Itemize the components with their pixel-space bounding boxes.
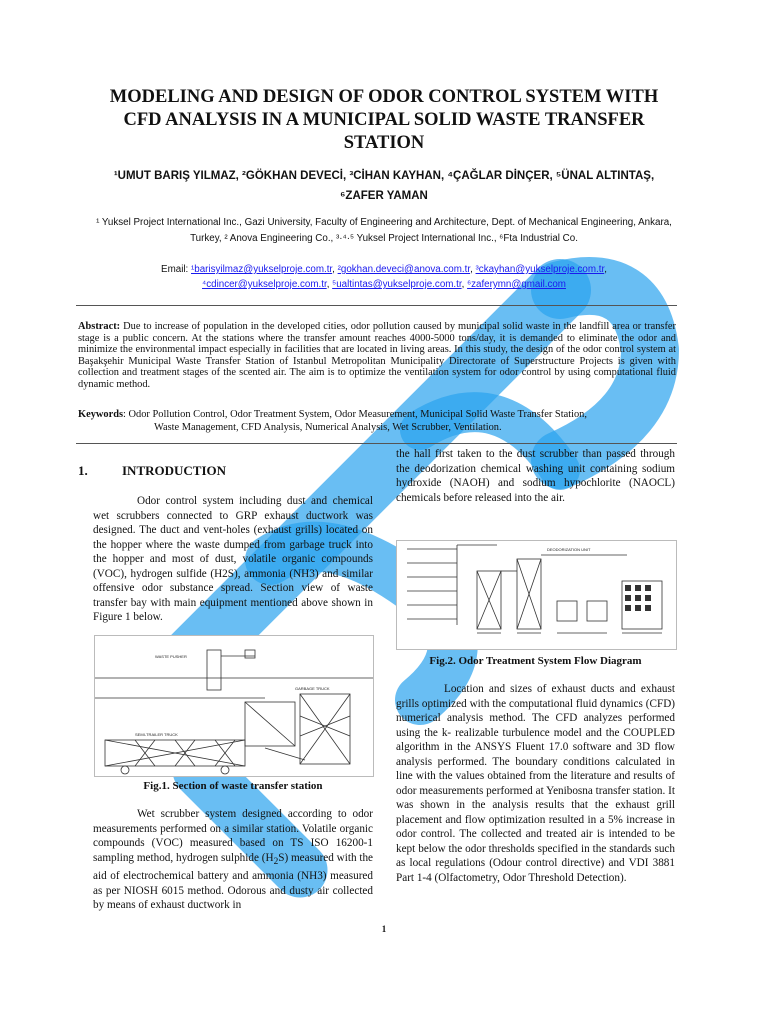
top-rule	[76, 305, 677, 306]
email-list: Email: ¹barisyilmaz@yukselproje.com.tr, ²gokhan.deveci@anova.com.tr, ³ckayhan@yukselproje.com.tr, ⁴cdincer@yukselproje.com.tr, ⁵ualtintas@yukselproje.com.tr, ⁶zaferymn@gmail.com	[161, 264, 607, 290]
keywords-label: Keywords	[78, 409, 124, 420]
email-link-2[interactable]: ²gokhan.deveci@anova.com.tr	[337, 264, 471, 275]
paper-title: MODELING AND DESIGN OF ODOR CONTROL SYSTEM WITH CFD ANALYSIS IN A MUNICIPAL SOLID WASTE TRANSFER STATION	[109, 87, 659, 153]
bottom-rule	[76, 443, 677, 444]
email-link-3[interactable]: ³ckayhan@yukselproje.com.tr	[475, 264, 605, 275]
keywords-line-2: Waste Management, CFD Analysis, Numerical Analysis, Wet Scrubber, Ventilation.	[154, 422, 502, 433]
section-number: 1.	[78, 463, 88, 478]
email-link-4[interactable]: ⁴cdincer@yukselproje.com.tr	[202, 279, 327, 290]
keywords	[78, 408, 676, 434]
abstract-label: Abstract:	[78, 321, 121, 332]
figure-2-caption: Fig.2. Odor Treatment System Flow Diagram	[429, 655, 642, 667]
figure-1-section-drawing	[94, 635, 374, 777]
page-number: 1	[381, 924, 387, 934]
fig1-label-garbage: GARBAGE TRUCK	[295, 686, 330, 691]
email-link-6[interactable]: ⁶zaferymn@gmail.com	[467, 279, 566, 290]
abstract-text: Due to increase of population in the developed cities, odor pollution caused by municipal solid waste in the landfill area or transfer stage is a public concern. At the stations where the transfer amount reaches 4000-5000 tons/day, it is demanded to eliminate the odor and minimize the environmental impact especially in facilities that are located in living areas. In this study, the design of the odor control system at Başakşehir Municipal Waste Transfer Station of Istanbul Metropolitan Municipality Directorate of Superstructure Projects is given with collection and treatment stages of the scented air. The aim is to optimize the ventilation system for odor control by using computational fluid dynamic method.	[78, 321, 676, 390]
keywords-line-1: : Odor Pollution Control, Odor Treatment System, Odor Measurement, Municipal Solid Waste Transfer Station,	[123, 409, 587, 420]
right-paragraph-2: Location and sizes of exhaust ducts and exhaust grills optimized with the computational fluid dynamics (CFD) numerical analysis method. The CFD analyzes performed using the k- realizable turbulence model and the COUPLED algorithm in the ANSYS Fluent 17.0 software and 3D flow analysis performed. The boundary conditions calculated in line with the values obtained from the literature and results of odor measurements performed at Yenibosna transfer station. It was shown in the analysis results that the exhaust grill placement and flow optimization resulted in a 5% increase in odor control. The collected and treated air is intended to be kept below the odor thresholds specified in the standards such as local regulations (Odour control directive) and VDI 3881 Part 1-4 (Olfactometry, Odor Threshold Detection).	[396, 683, 675, 884]
right-paragraph-1: the hall first taken to the dust scrubber than passed through the deodorization chemical washing unit containing sodium hydroxide (NAOH) and sodium hypochlorite (NAOCL) chemicals before released into the air.	[396, 448, 675, 504]
figure-2-flow-diagram	[396, 540, 677, 650]
fig1-label-truck: SEMI-TRAILER TRUCK	[135, 732, 178, 737]
author-line-1: ¹UMUT BARIŞ YILMAZ, ²GÖKHAN DEVECİ, ³CİHAN KAYHAN, ⁴ÇAĞLAR DİNÇER, ⁵ÜNAL ALTINTAŞ,	[113, 170, 655, 182]
fig1-label-pusher: WASTE PUSHER	[155, 654, 187, 659]
fig2-label-top: DEODORIZATION UNIT	[547, 547, 591, 552]
affiliations: ¹ Yuksel Project International Inc., Gazi University, Faculty of Engineering and Architecture, Dept. of Mechanical Engineering, Ankara, Turkey, ² Anova Engineering Co., ³·⁴·⁵ Yuksel Project International Inc., ⁶Fta Industrial Co.	[96, 217, 672, 244]
left-paragraph-1: Odor control system including dust and chemical wet scrubbers connected to GRP exhaust ductwork was designed. The duct and vent-holes (exhaust grills) located on the hopper where the waste dumped from garbage truck into the hopper and most of dust, volatile organic compounds (VOC), hydrogen sulfide (H2S), ammonia (NH3) and similar offensive odor substance spread. Section view of waste transfer bay with main equipment mentioned above shown in Figure 1 below.	[93, 495, 373, 623]
author-line-2: ⁶ZAFER YAMAN	[340, 190, 428, 202]
email-label: Email:	[161, 264, 191, 275]
left-paragraph-2: Wet scrubber system designed according to odor measurements performed on a similar station. Volatile organic compounds (VOC) measured based on TS ISO 16200-1 sampling method, hydrogen sulphide $(H_2S)$ measured with the aid of electrochemical battery and ammonia (NH3) measured as per NIOSH 6015 method. Odorous and dusty air collected by means of exhaust ductwork in	[93, 808, 374, 912]
email-link-5[interactable]: ⁵ualtintas@yukselproje.com.tr	[332, 279, 462, 290]
abstract	[78, 321, 676, 391]
author-list	[90, 166, 678, 206]
figure-1-caption: Fig.1. Section of waste transfer station	[143, 780, 323, 792]
section-title: INTRODUCTION	[122, 463, 227, 478]
email-link-1[interactable]: ¹barisyilmaz@yukselproje.com.tr	[191, 264, 333, 275]
